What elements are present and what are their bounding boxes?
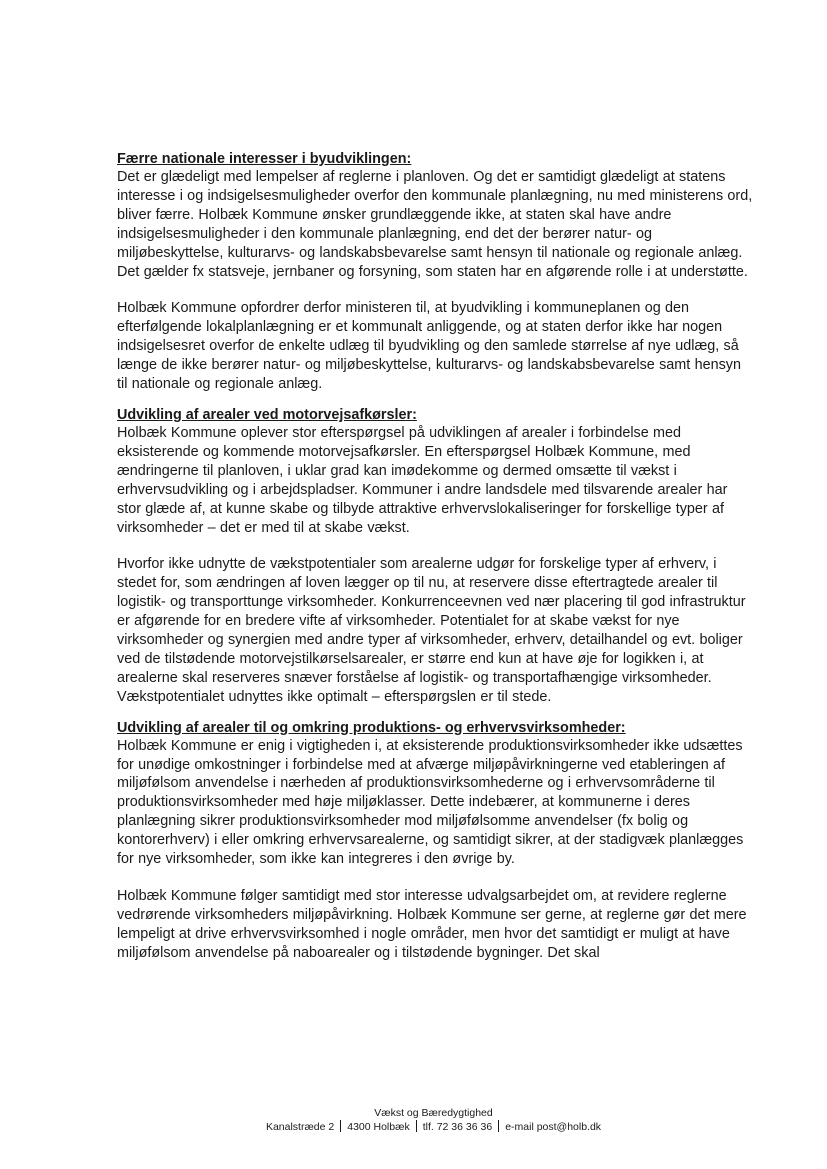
footer-phone: tlf. 72 36 36 36 (422, 1121, 493, 1133)
paragraph: Holbæk Kommune opfordrer derfor ministeren til, at byudvikling i kommuneplanen og den efterfølgende lokalplanlægning er et kommunalt anliggende, og at staten derfor ikke har nogen indsigelsesret overfor de enkelte udlæg til byudvikling og den samlede størrelse af nye udlæg, så længe de ikke berører natur- og miljøbeskyttelse, kulturarvs- og landskabsbevarelse samt hensyn til nationale og regionale anlæg. (117, 300, 741, 393)
section-heading-production-companies: Udvikling af arealer til og omkring produktions- og erhvervsvirksomheder: (117, 719, 626, 736)
footer-email: e-mail post@holb.dk (505, 1121, 602, 1133)
footer-address: Kanalstræde 2 (265, 1121, 335, 1133)
footer-divider (340, 1120, 341, 1132)
paragraph: Holbæk Kommune følger samtidigt med stor interesse udvalgsarbejdet om, at revidere reglerne vedrørende virksomheders miljøpåvirkning. Holbæk Kommune ser gerne, at reglerne gør det mere lempeligt at drive erhvervsvirksomhed i nogle områder, men hvor det samtidigt er muligt at have miljøfølsom anvendelse på naboarealer og i tilstødende bygninger. Det skal (117, 888, 747, 961)
section-heading-motorway-exits: Udvikling af arealer ved motorvejsafkørsler: (117, 406, 417, 423)
paragraph: Det er glædeligt med lempelser af reglerne i planloven. Og det er samtidigt glædeligt at statens interesse i og indsigelsesmuligheder overfor den kommunale planlægning, nu med ministerens ord, bliver færre. Holbæk Kommune ønsker grundlæggende ikke, at staten skal have andre indsigelsesmuligheder i den kommunale planlægning, end det der berører natur- og miljøbeskyttelse, kulturarvs- og landskabsbevarelse samt hensyn til nationale og regionale anlæg. Det gælder fx statsveje, jernbaner og forsyning, som staten har en afgørende rolle i at understøtte. (117, 169, 753, 280)
document-body (117, 150, 755, 963)
paragraph: Hvorfor ikke udnytte de vækstpotentialer som arealerne udgør for forskelige typer af erhverv, i stedet for, som ændringen af loven lægger op til nu, at reservere disse eftertragtede arealer til logistik- og transporttunge virksomheder. Konkurrenceevnen ved nær placering til god infrastruktur er afgørende for en bredere vifte af virksomheder. Potentialet for at skabe vækst for nye virksomheder og synergien med andre typer af virksomheder, erhverv, detailhandel og evt. boliger ved de tilstødende motorvejstilkørselsarealer, er større end kun at have øje for logikken i, at arealerne skal reserveres snæver forståelse af logistik- og transportafhængige virksomheder. Vækstpotentialet udnyttes ikke optimalt – efterspørgslen er til stede. (117, 556, 746, 705)
page-footer (0, 1106, 827, 1134)
footer-contact (0, 1120, 827, 1134)
section-heading-national-interests: Færre nationale interesser i byudviklingen: (117, 151, 412, 167)
footer-divider (498, 1120, 499, 1132)
paragraph: Holbæk Kommune er enig i vigtigheden i, at eksisterende produktionsvirksomheder ikke udsættes for unødige omkostninger i forbindelse med at afværge miljøpåvirkningerne ved etableringen af miljøfølsom anvendelse i nærheden af produktionsvirksomhederne og i erhvervsområderne til produktionsvirksomheder med høje miljøklasser. Dette indebærer, at kommunerne i deres planlægning sikrer produktionsvirksomheder mod miljøfølsomme anvendelser (fx bolig og kontorerhverv) i eller omkring erhvervsarealerne, og samtidigt sikrer, at der stadigvæk planlægges for nye virksomheder, som ikke kan integreres i den øvrige by. (117, 737, 744, 868)
paragraph: Holbæk Kommune oplever stor efterspørgsel på udviklingen af arealer i forbindelse med eksisterende og kommende motorvejsafkørsler. En efterspørgsel Holbæk Kommune, med ændringerne til planloven, i uklar grad kan imødekomme og dermed omsætte til vækst i erhvervsudvikling og i arbejdspladser. Kommuner i andre landsdele med tilsvarende arealer har stor glæde af, at kunne skabe og tilbyde attraktive erhvervslokaliseringer for forskellige typer af virksomheder – det er med til at skabe vækst. (117, 424, 728, 536)
footer-divider (416, 1120, 417, 1132)
footer-city: 4300 Holbæk (347, 1121, 410, 1133)
footer-department: Vækst og Bæredygtighed (374, 1107, 493, 1119)
